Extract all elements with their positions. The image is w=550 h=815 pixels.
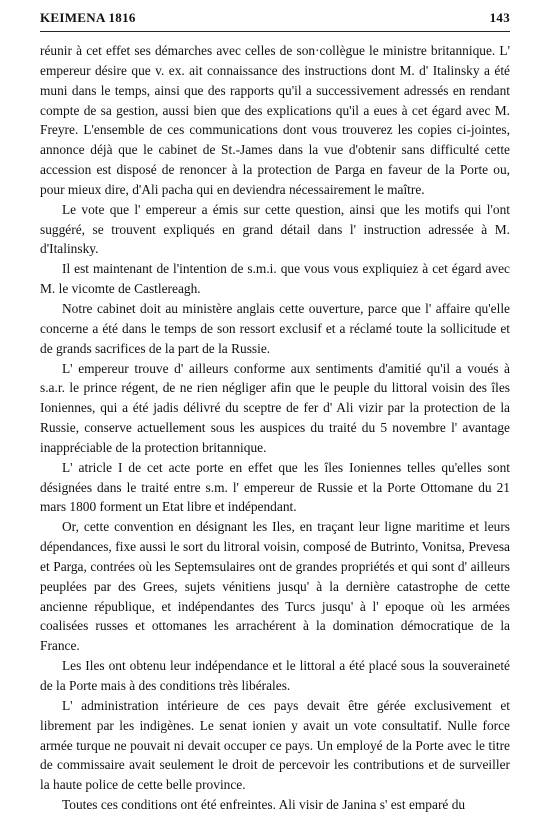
header-rule [40, 31, 510, 32]
running-head [40, 10, 510, 30]
paragraph: Les Iles ont obtenu leur indépendance et le littoral a été placé sous la souveraineté de la Porte mais à des conditions très libérales. [40, 658, 510, 693]
paragraph: Notre cabinet doit au ministère anglais cette ouverture, parce que l' affaire qu'elle concerne a été dans le temps de son ressort exclusif et a réclamé toute la sollicitude et de grands sacrifices de la part de la Russie. [40, 300, 510, 356]
body-text [40, 41, 510, 815]
paragraph: Le vote que l' empereur a émis sur cette question, ainsi que les motifs qui l'ont suggéré, se trouvent expliqués en grand détail dans l' instruction adressée à M. d'Italinsky. [40, 201, 510, 257]
paragraph: réunir à cet effet ses démarches avec celles de son·collègue le ministre britannique. L' empereur désire que v. ex. ait connaissance des instructions dont M. d' Italinsky a été muni dans le temps, ainsi que des rapports qu'il a successivement adressés en rendant compte de sa gestion, aussi bien que des explications qu'il a eues à cet égard avec M. Freyre. L'ensemble de ces communications dont vous trouverez les copies ci-jointes, annonce déjà que le cabinet de St.-James dans la vue d'obtenir sans difficulté cette accession est disposé de renoncer à la protection de Parga en faveur de la Porte ou, pour mieux dire, d'Ali pacha qui en deviendra nécessairement le maître. [40, 43, 510, 197]
paragraph: L' empereur trouve d' ailleurs conforme aux sentiments d'amitié qu'il a voués à s.a.r. le prince régent, de ne rien négliger afin que le peuple du littoral voisin des îles Ioniennes, qui a été jadis délivré du sceptre de fer d' Ali vizir par la protection de la Russie, conserve actuellement sous les auspices du traité du 5 novembre l' avantage inappréciable de la protection britannique. [40, 360, 510, 455]
paragraph: L' administration intérieure de ces pays devait être gérée exclusivement et librement par les indigènes. Le senat ionien y avait un vote consultatif. Nulle force armée turque ne pouvait ni devait occuper ce pays. Un employé de la Porte avec le titre de commissaire avait seulement le droit de percevoir les contributions et de surveiller la haute police de cette belle province. [40, 697, 510, 793]
paragraph: Or, cette convention en désignant les Iles, en traçant leur ligne maritime et leurs dépendances, fixe aussi le sort du litroral voisin, composé de Butrinto, Vonitsa, Prevesa et Parga, contrées où les Septemsulaires ont de grandes propriétés et qui sont d' ailleurs peuplées par des Grees, sujets vénitiens jusqu' à la dernière catastrophe de cette ancienne république, et indépendantes des Turcs jusqu' à l' epoque où les armées coalisées russes et ottomanes les arrachérent à la domination démocratique de la France. [40, 519, 510, 654]
page-number: 143 [489, 10, 510, 25]
paragraph: Toutes ces conditions ont été enfreintes. Ali visir de Janina s' est emparé du [62, 797, 466, 813]
running-title: KEIMENA 1816 [40, 10, 136, 25]
paragraph: Il est maintenant de l'intention de s.m.i. que vous vous expliquiez à cet égard avec M. le vicomte de Castlereagh. [40, 261, 510, 297]
paragraph: L' atricle I de cet acte porte en effet que les îles Ioniennes telles qu'elles sont désignées dans le traité entre s.m. l' empereur de Russie et la Porte Ottomane du 21 mars 1800 forment un Etat libre et indépendant. [40, 459, 510, 515]
